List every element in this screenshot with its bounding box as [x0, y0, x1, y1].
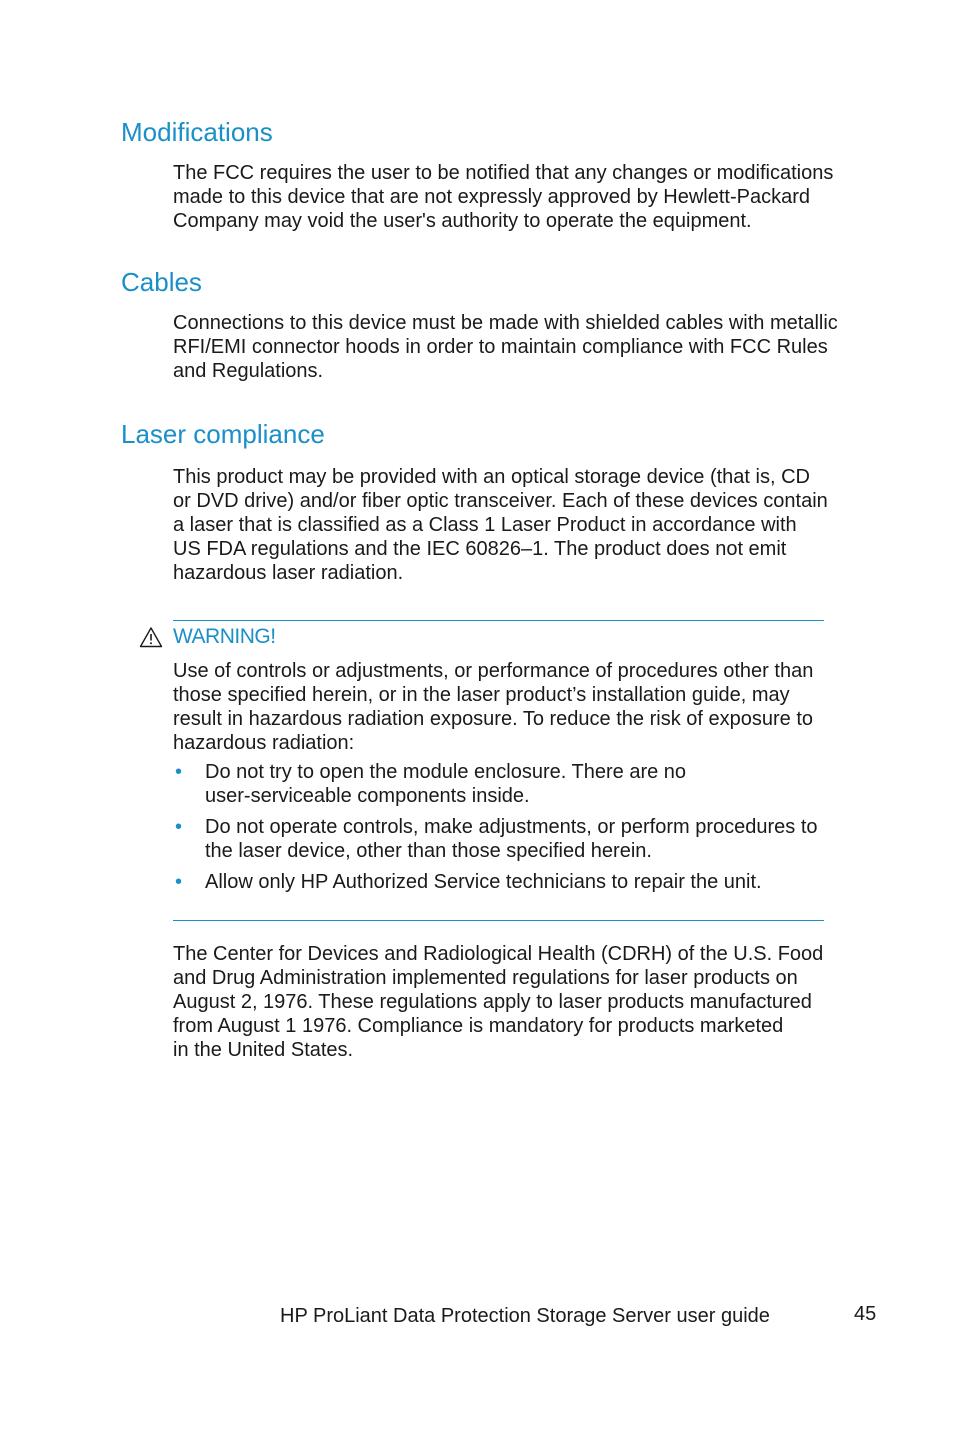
list-item [173, 815, 873, 863]
text-line: The Center for Devices and Radiological Health (CDRH) of the U.S. Food [173, 943, 824, 965]
warning-label: WARNING! [173, 625, 276, 648]
text-line: hazardous radiation: [173, 732, 355, 754]
bullet-icon: • [175, 761, 183, 783]
warning-top-rule [173, 620, 824, 621]
text-line: Do not try to open the module enclosure. There are no [205, 761, 687, 783]
text-line: August 2, 1976. These regulations apply to laser products manufactured [173, 991, 812, 1013]
text-line: hazardous laser radiation. [173, 562, 404, 584]
text-line: Allow only HP Authorized Service technicians to repair the unit. [205, 871, 762, 893]
list-item [173, 870, 873, 894]
text-line: or DVD drive) and/or fiber optic transceiver. Each of these devices contain [173, 490, 828, 512]
text-line: a laser that is classified as a Class 1 Laser Product in accordance with [173, 514, 797, 536]
warning-bullet-list [173, 760, 873, 901]
warning-triangle-icon [139, 626, 163, 648]
bullet-icon: • [175, 816, 183, 838]
warning-header [139, 622, 276, 652]
paragraph-modifications [173, 161, 873, 233]
text-line: user-serviceable components inside. [205, 785, 530, 807]
text-line: result in hazardous radiation exposure. To reduce the risk of exposure to [173, 708, 813, 730]
text-line: The FCC requires the user to be notified that any changes or modifications [173, 162, 834, 184]
text-line: Do not operate controls, make adjustments, or perform procedures to [205, 816, 818, 838]
bullet-icon: • [175, 871, 183, 893]
text-line: Connections to this device must be made with shielded cables with metallic [173, 312, 838, 334]
text-line: those specified herein, or in the laser product’s installation guide, may [173, 684, 790, 706]
footer-document-title: HP ProLiant Data Protection Storage Server user guide [280, 1305, 770, 1327]
text-line: Use of controls or adjustments, or performance of procedures other than [173, 660, 814, 682]
text-line: RFI/EMI connector hoods in order to maintain compliance with FCC Rules [173, 336, 828, 358]
warning-bottom-rule [173, 920, 824, 921]
paragraph-warning-intro [173, 659, 873, 755]
text-line: This product may be provided with an optical storage device (that is, CD [173, 466, 810, 488]
heading-modifications: Modifications [121, 117, 273, 147]
text-line: in the United States. [173, 1039, 354, 1061]
text-line: made to this device that are not expressly approved by Hewlett-Packard [173, 186, 810, 208]
heading-cables: Cables [121, 267, 202, 297]
heading-laser-compliance: Laser compliance [121, 419, 325, 449]
text-line: Company may void the user's authority to operate the equipment. [173, 210, 752, 232]
page-number: 45 [854, 1303, 877, 1325]
paragraph-cdrh [173, 942, 873, 1062]
text-line: and Regulations. [173, 360, 324, 382]
paragraph-laser-compliance [173, 465, 873, 585]
text-line: the laser device, other than those specified herein. [205, 840, 652, 862]
text-line: from August 1 1976. Compliance is mandatory for products marketed [173, 1015, 784, 1037]
text-line: and Drug Administration implemented regulations for laser products on [173, 967, 798, 989]
list-item [173, 760, 873, 808]
paragraph-cables [173, 311, 873, 383]
text-line: US FDA regulations and the IEC 60826–1. The product does not emit [173, 538, 787, 560]
